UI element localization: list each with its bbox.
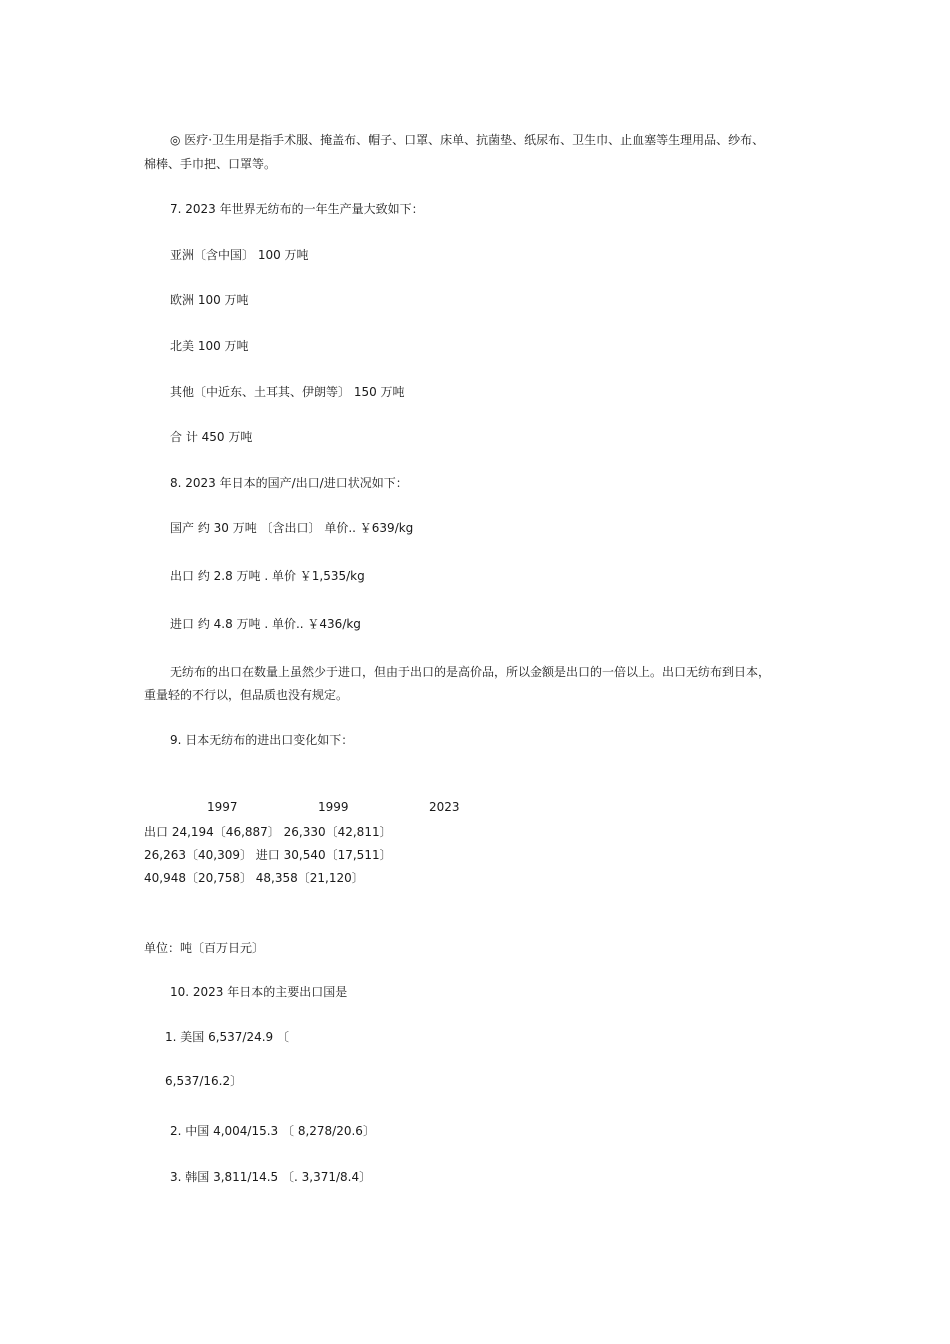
status-row-export: 出口 约 2.8 万吨 . 单价 ￥1,535/kg bbox=[170, 569, 365, 583]
status-row-import: 进口 约 4.8 万吨 . 单价.. ￥436/kg bbox=[170, 617, 361, 631]
section-9-heading: 9. 日本无纺布的进出口变化如下： bbox=[170, 733, 354, 747]
section-10-heading: 10. 2023 年日本的主要出口国是 bbox=[170, 985, 348, 999]
intro-paragraph-line-2: 棉棒、手巾把、口罩等。 bbox=[144, 157, 277, 171]
production-row-other: 其他〔中近东、土耳其、伊朗等〕 150 万吨 bbox=[170, 385, 405, 399]
trade-data-line-1: 出口 24,194〔46,887〕 26,330〔42,811〕 bbox=[144, 825, 392, 839]
export-country-3: 3. 韩国 3,811/14.5 〔. 3,371/8.4〕 bbox=[170, 1170, 372, 1184]
export-country-1-line-1: 1. 美国 6,537/24.9 〔 bbox=[165, 1030, 290, 1044]
year-1997: 1997 bbox=[207, 800, 238, 814]
intro-paragraph-line-1: ◎ 医疗·卫生用是指手术服、掩盖布、帽子、口罩、床单、抗菌垫、纸尿布、卫生巾、止血塞等生理用品、纱布、 bbox=[170, 133, 765, 147]
unit-label: 单位：吨〔百万日元〕 bbox=[144, 941, 265, 955]
production-row-total: 合 计 450 万吨 bbox=[170, 430, 253, 444]
section-8-heading: 8. 2023 年日本的国产/出口/进口状况如下： bbox=[170, 476, 408, 490]
section-7-heading: 7. 2023 年世界无纺布的一年生产量大致如下： bbox=[170, 202, 424, 216]
export-note-line-1: 无纺布的出口在数量上虽然少于进口，但由于出口的是高价品，所以金额是出口的一倍以上。出口无纺布到日本， bbox=[170, 665, 771, 679]
trade-data-line-3: 40,948〔20,758〕 48,358〔21,120〕 bbox=[144, 871, 364, 885]
status-row-domestic: 国产 约 30 万吨 〔含出口〕 单价.. ￥639/kg bbox=[170, 521, 414, 535]
year-1999: 1999 bbox=[318, 800, 349, 814]
year-2023: 2023 bbox=[429, 800, 460, 814]
production-row-asia: 亚洲〔含中国〕 100 万吨 bbox=[170, 248, 309, 262]
export-note-line-2: 重量轻的不行以，但品质也没有规定。 bbox=[144, 688, 349, 702]
export-country-1-line-2: 6,537/16.2〕 bbox=[165, 1074, 243, 1088]
trade-data-line-2: 26,263〔40,309〕 进口 30,540〔17,511〕 bbox=[144, 848, 392, 862]
production-row-europe: 欧洲 100 万吨 bbox=[170, 293, 249, 307]
production-row-north-america: 北美 100 万吨 bbox=[170, 339, 249, 353]
export-country-2: 2. 中国 4,004/15.3 〔 8,278/20.6〕 bbox=[170, 1124, 375, 1138]
